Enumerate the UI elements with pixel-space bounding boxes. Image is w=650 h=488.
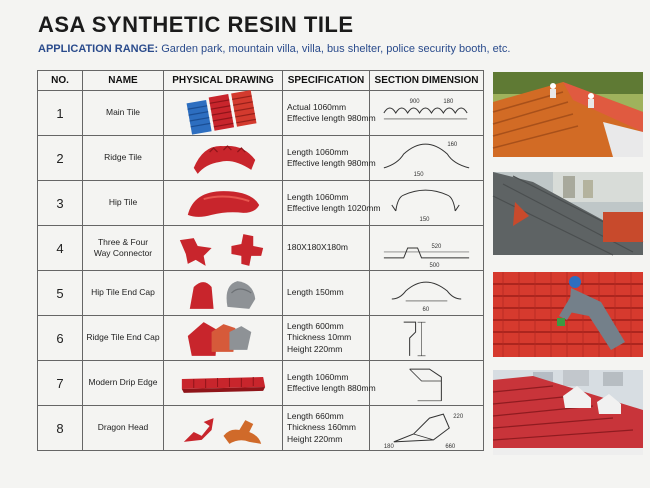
row-spec: 180X180X180m [283,226,370,271]
table-row [38,361,484,406]
connector-section [370,226,484,271]
main-tile-section [370,91,484,136]
row-name: Ridge Tile [83,136,164,181]
row-no: 4 [38,226,83,271]
row-no: 3 [38,181,83,226]
row-name: Modern Drip Edge [83,361,164,406]
svg-text:150: 150 [419,216,430,223]
col-header-section: SECTION DIMENSION [370,71,484,91]
dragon-head-section [370,406,484,451]
row-no: 8 [38,406,83,451]
dragon-head-drawing [164,406,283,451]
photo-grey-roof [493,172,643,255]
hip-end-cap-section [370,271,484,316]
svg-text:220: 220 [453,414,464,421]
table-row [38,181,484,226]
connector-drawing [164,226,283,271]
svg-text:660: 660 [445,443,456,450]
svg-text:160: 160 [447,142,458,149]
table-row [38,271,484,316]
row-spec: Length 150mm [283,271,370,316]
row-spec: Length 1060mm Effective length 880mm [283,361,370,406]
drip-edge-section [370,361,484,406]
svg-text:520: 520 [431,244,442,250]
page-title: ASA SYNTHETIC RESIN TILE [38,12,354,37]
row-spec: Length 1060mm Effective length 1020mm [283,181,370,226]
row-no: 6 [38,316,83,361]
drip-edge-drawing [164,361,283,406]
table-header-row [38,71,484,91]
photo-worker-roof [493,272,643,357]
row-spec: Actual 1060mm Effective length 980mm [283,91,370,136]
hip-end-cap-drawing [164,271,283,316]
ridge-end-cap-section [370,316,484,361]
row-name: Hip Tile [83,181,164,226]
col-header-drawing: PHYSICAL DRAWING [164,71,283,91]
photo-roof-installation [493,72,643,157]
row-spec: Length 600mm Thickness 10mm Height 220mm [283,316,370,361]
col-header-name: NAME [83,71,164,91]
row-name: Ridge Tile End Cap [83,316,164,361]
svg-text:150: 150 [413,171,424,178]
table-row [38,226,484,271]
table-row [38,406,484,451]
table-row [38,316,484,361]
row-name: Hip Tile End Cap [83,271,164,316]
row-name: Three & Four Way Connector [83,226,164,271]
row-no: 7 [38,361,83,406]
svg-text:180: 180 [443,99,454,106]
application-range [38,43,510,55]
table-row [38,136,484,181]
svg-text:60: 60 [422,306,430,313]
row-no: 1 [38,91,83,136]
row-name: Main Tile [83,91,164,136]
main-tile-drawing [164,91,283,136]
hip-tile-section [370,181,484,226]
application-range-text: Garden park, mountain villa, villa, bus shelter, police security booth, etc. [161,43,511,55]
photo-red-roof-house [493,370,643,455]
row-no: 2 [38,136,83,181]
col-header-no: NO. [38,71,83,91]
svg-text:900: 900 [409,99,420,106]
application-range-label: APPLICATION RANGE: [38,43,159,55]
row-spec: Length 660mm Thickness 160mm Height 220mm [283,406,370,451]
svg-text:500: 500 [429,262,440,269]
col-header-spec: SPECIFICATION [283,71,370,91]
ridge-tile-drawing [164,136,283,181]
table-row [38,91,484,136]
ridge-tile-section [370,136,484,181]
ridge-end-cap-drawing [164,316,283,361]
row-no: 5 [38,271,83,316]
svg-text:180: 180 [383,443,394,450]
row-name: Dragon Head [83,406,164,451]
row-spec: Length 1060mm Effective length 980mm [283,136,370,181]
hip-tile-drawing [164,181,283,226]
product-table [37,70,484,451]
